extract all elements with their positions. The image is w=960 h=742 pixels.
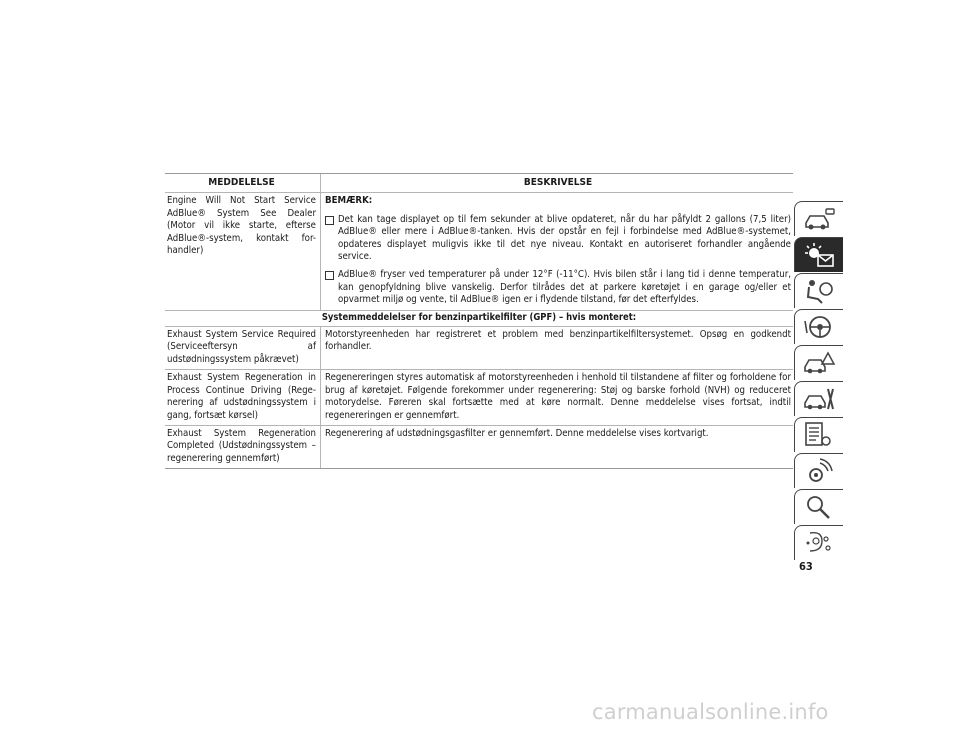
table-row: [165, 425, 793, 468]
page-number: 63: [799, 560, 813, 573]
search-index-icon[interactable]: [794, 489, 843, 524]
table-row: [165, 326, 793, 369]
description-cell: Motorstyreenheden har registreret et problem med benzinpartikelfiltersystemet. Opsøg en godkendt forhandler.: [320, 327, 793, 369]
bullet-text: AdBlue® fryser ved temperaturer på under 12°F (-11°C). Hvis bilen står i lang tid i denne temperatur, kan genopfyldning blive vanskelig. Derfor tilrådes det at parkere køretøjet i en garage og/eller et opvarmet miljø og vente, til AdBlue® igen er i flydende tilstand, før det efterfyldes.: [338, 269, 791, 306]
watermark-text: carmanualsonline.info: [592, 700, 829, 724]
description-cell: Regenereringen styres automatisk af motorstyreenheden i henhold til tilstandene af filter og forholdene for brug af køretøjet. Følgende forekommer under regenerering: Støj og barske forhold (NVH) og reduceret motorydelse. Føreren skal fortsætte med at køre normalt. Denne meddelelse vises fortsat, indtil regenereringen er gennemført.: [320, 370, 793, 425]
warning-messages-table: [165, 173, 793, 469]
description-cell: [320, 193, 793, 309]
table-header-row: [165, 174, 793, 192]
header-message: MEDDELELSE: [208, 177, 275, 188]
steering-wheel-icon[interactable]: [794, 309, 843, 344]
seat-airbag-icon[interactable]: [794, 273, 843, 308]
note-label: BEMÆRK:: [325, 195, 373, 207]
bullet-item: [325, 269, 791, 306]
description-cell: Regenerering af udstødningsgasfilter er gennemført. Denne meddelelse vises kortvarigt.: [320, 426, 793, 468]
car-hazard-icon[interactable]: [794, 345, 843, 380]
checkbox-bullet-icon: [325, 271, 334, 280]
message-cell: Engine Will Not Start Service AdBlue® System See Dealer (Motor vil ikke starte, efterse AdBlue®-system, kontakt for-handler): [167, 195, 316, 257]
table-row: [165, 192, 793, 309]
message-cell: Exhaust System Service Required (Serviceeftersyn af udstødningssystem påkrævet): [167, 329, 316, 365]
bullet-text: Det kan tage displayet op til fem sekunder at blive opdateret, når du har påfyldt 2 gallons (7,5 liter) AdBlue® eller mere i AdBlue®-tanken. Hvis der opstår en fejl i forbindelse med AdBlue®-systemet, opdateres displayet muligvis ikke til det nye niveau. Kontakt en autoriseret forhandler angående service.: [338, 213, 791, 263]
checkbox-bullet-icon: [325, 216, 334, 225]
car-service-wrench-icon[interactable]: [794, 381, 843, 416]
dashboard-warning-light-icon[interactable]: [794, 237, 843, 272]
maintenance-list-icon[interactable]: [794, 417, 843, 452]
car-key-icon[interactable]: [794, 201, 843, 236]
multimedia-sound-icon[interactable]: [794, 453, 843, 488]
section-header-row: Systemmeddelelser for benzinpartikelfilter (GPF) – hvis monteret:: [165, 310, 793, 326]
message-cell: Exhaust System Regeneration Completed (Udstødningssystem – regenerering gennemført): [167, 427, 316, 464]
header-description: BESKRIVELSE: [320, 174, 793, 192]
message-cell: Exhaust System Regeneration in Process Continue Driving (Rege-nerering af udstødningssystem i gang, fortsæt kørsel): [167, 372, 316, 421]
language-icon[interactable]: [794, 525, 843, 560]
bullet-item: [325, 214, 791, 264]
table-row: [165, 369, 793, 425]
